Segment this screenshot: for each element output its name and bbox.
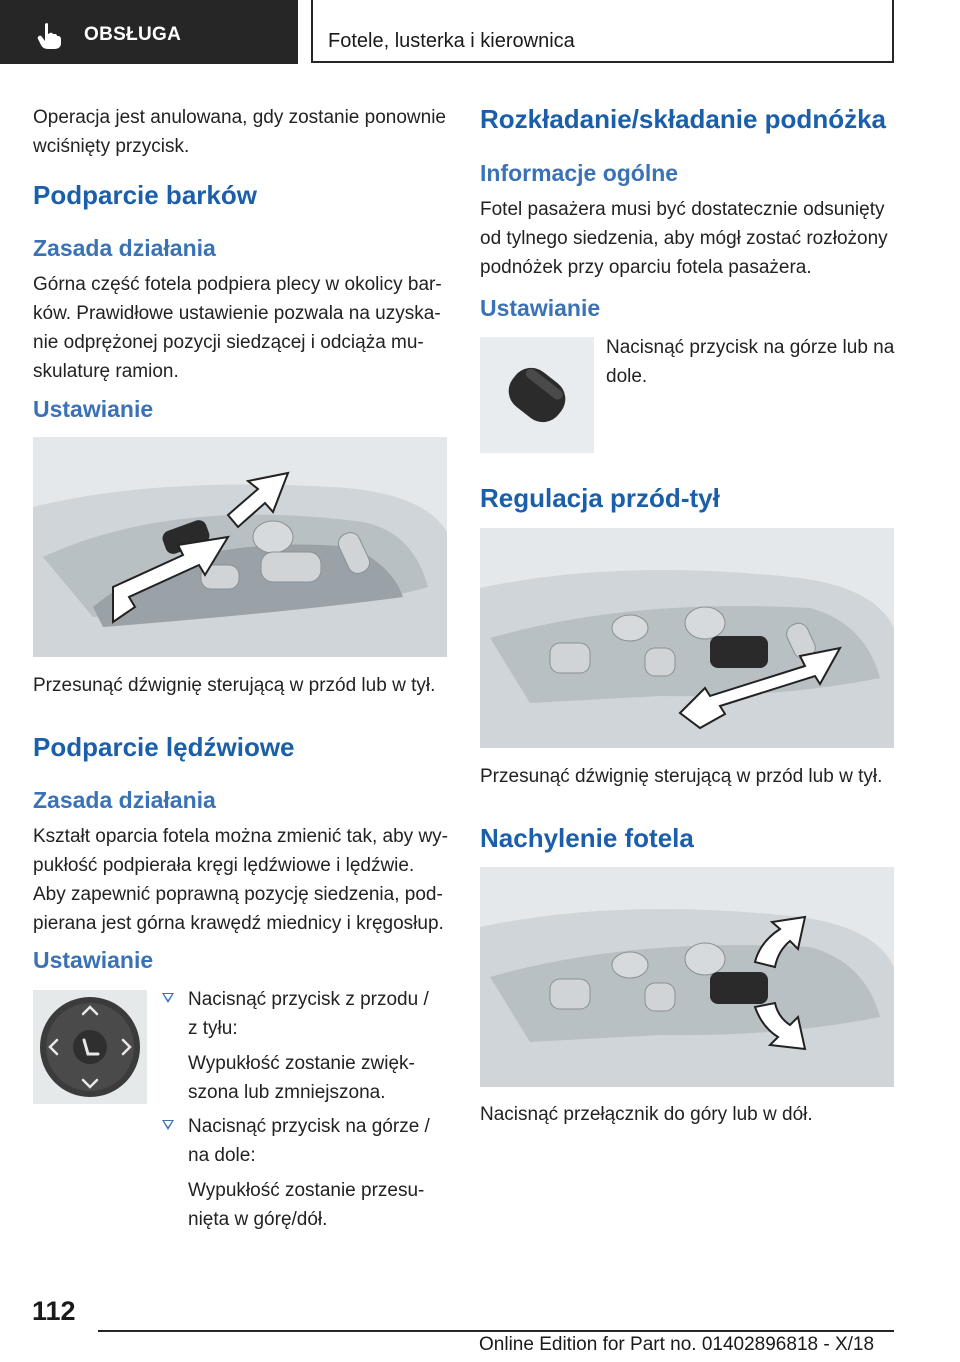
seat-tilt-title: Nachylenie fotela bbox=[480, 823, 694, 853]
bullet-2-result-line-1: Wypukłość zostanie przesu- bbox=[188, 1180, 425, 1201]
fore-aft-caption: Przesunąć dźwignię sterującą w przód lub w tył. bbox=[480, 766, 883, 787]
section-tab[interactable] bbox=[0, 0, 298, 64]
chapter-header bbox=[311, 0, 894, 63]
lumbar-text-line-3: Aby zapewnić poprawną pozycję siedzenia, pod- bbox=[33, 884, 443, 905]
shoulder-text-line-4: skulaturę ramion. bbox=[33, 361, 179, 382]
page-number: 112 bbox=[32, 1296, 76, 1326]
fore-aft-title: Regulacja przód-tył bbox=[480, 483, 720, 513]
footrest-setting-line-1: Nacisnąć przycisk na górze lub na bbox=[606, 337, 895, 358]
shoulder-control-photo bbox=[33, 437, 447, 657]
footer-divider bbox=[98, 1330, 894, 1332]
seat-tilt-caption: Nacisnąć przełącznik do góry lub w dół. bbox=[480, 1104, 813, 1125]
section-tab-label: OBSŁUGA bbox=[84, 24, 182, 45]
fore-aft-control-photo bbox=[480, 528, 894, 748]
footer-edition: Online Edition for Part no. 01402896818 - X/18 bbox=[479, 1334, 875, 1355]
intro-text-line-1: Operacja jest anulowana, gdy zostanie ponownie bbox=[33, 107, 446, 128]
footrest-setting-heading: Ustawianie bbox=[480, 295, 601, 321]
footrest-text-line-1: Fotel pasażera musi być dostatecznie odsunięty bbox=[480, 199, 885, 220]
bullet-1-result-line-2: szona lub zmniejszona. bbox=[188, 1082, 386, 1103]
bullet-1-result-line-1: Wypukłość zostanie zwięk- bbox=[188, 1053, 415, 1074]
bullet-2-result-line-2: nięta w górę/dół. bbox=[188, 1209, 328, 1230]
bullet-2-action-line-1: Nacisnąć przycisk na górze / bbox=[188, 1116, 430, 1137]
lumbar-text-line-4: pierana jest górna krawędź miednicy i kręgosłup. bbox=[33, 913, 444, 934]
footrest-general-heading: Informacje ogólne bbox=[480, 160, 679, 186]
bullet-1-action-line-2: z tyłu: bbox=[188, 1018, 238, 1039]
shoulder-text-line-2: ków. Prawidłowe ustawienie pozwala na uzyska- bbox=[33, 303, 441, 324]
lumbar-principle-heading: Zasada działania bbox=[33, 787, 216, 813]
shoulder-setting-heading: Ustawianie bbox=[33, 396, 154, 422]
lumbar-support-title: Podparcie lędźwiowe bbox=[33, 732, 295, 762]
chapter-title: Fotele, lusterka i kierownica bbox=[328, 30, 575, 52]
footrest-text-line-3: podnóżek przy oparciu fotela pasażera. bbox=[480, 257, 812, 278]
intro-text-line-2: wciśnięty przycisk. bbox=[33, 136, 190, 157]
footrest-button-photo bbox=[480, 337, 594, 453]
shoulder-support-title: Podparcie barków bbox=[33, 180, 257, 210]
footrest-text-line-2: od tylnego siedzenia, aby mógł zostać rozłożony bbox=[480, 228, 888, 249]
shoulder-text-line-1: Górna część fotela podpiera plecy w okolicy bar- bbox=[33, 274, 442, 295]
lumbar-button-photo bbox=[33, 990, 147, 1104]
lumbar-text-line-2: pukłość podpierała kręgi lędźwiowe i lędźwie. bbox=[33, 855, 415, 876]
shoulder-text-line-3: nie odprężonej pozycji siedzącej i odciąża mu- bbox=[33, 332, 424, 353]
footrest-setting-line-2: dole. bbox=[606, 366, 648, 387]
shoulder-caption: Przesunąć dźwignię sterującą w przód lub w tył. bbox=[33, 675, 436, 696]
pointing-hand-icon bbox=[36, 22, 62, 50]
bullet-1-action-line-1: Nacisnąć przycisk z przodu / bbox=[188, 989, 429, 1010]
lumbar-text-line-1: Kształt oparcia fotela można zmienić tak, aby wy- bbox=[33, 826, 449, 847]
shoulder-principle-heading: Zasada działania bbox=[33, 235, 216, 261]
seat-tilt-control-photo bbox=[480, 867, 894, 1087]
footrest-title: Rozkładanie/składanie podnóżka bbox=[480, 104, 886, 134]
lumbar-setting-heading: Ustawianie bbox=[33, 947, 154, 973]
bullet-2-action-line-2: na dole: bbox=[188, 1145, 256, 1166]
